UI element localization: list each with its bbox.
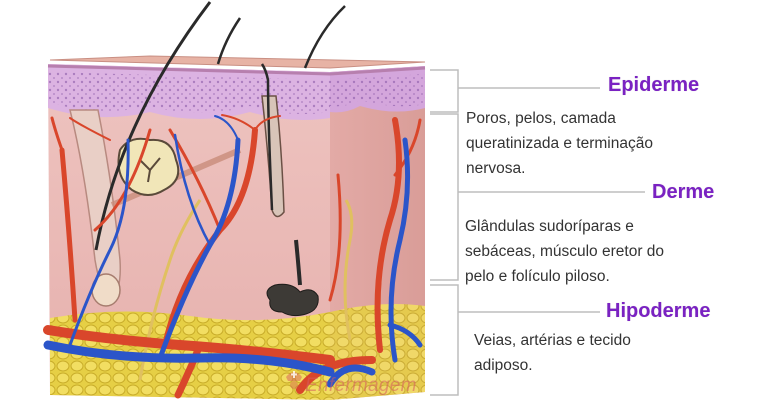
derme-title: Derme <box>652 181 715 203</box>
hair-shaft-2 <box>218 18 240 64</box>
hipoderme-title: Hipoderme <box>606 300 711 322</box>
epiderme-description: Poros, pelos, camada queratinizada e terminação nervosa. <box>466 110 653 177</box>
derme-description: Glândulas sudoríparas e sebáceas, músculo eretor do pelo e folículo piloso. <box>465 218 665 285</box>
watermark-text: Enfermagem <box>305 375 417 396</box>
nurse-cap-icon <box>283 365 305 391</box>
hair-shaft-3 <box>305 6 345 68</box>
hipoderme-description: Veias, artérias e tecido adiposo. <box>474 332 631 374</box>
epiderme-title: Epiderme <box>608 74 700 96</box>
